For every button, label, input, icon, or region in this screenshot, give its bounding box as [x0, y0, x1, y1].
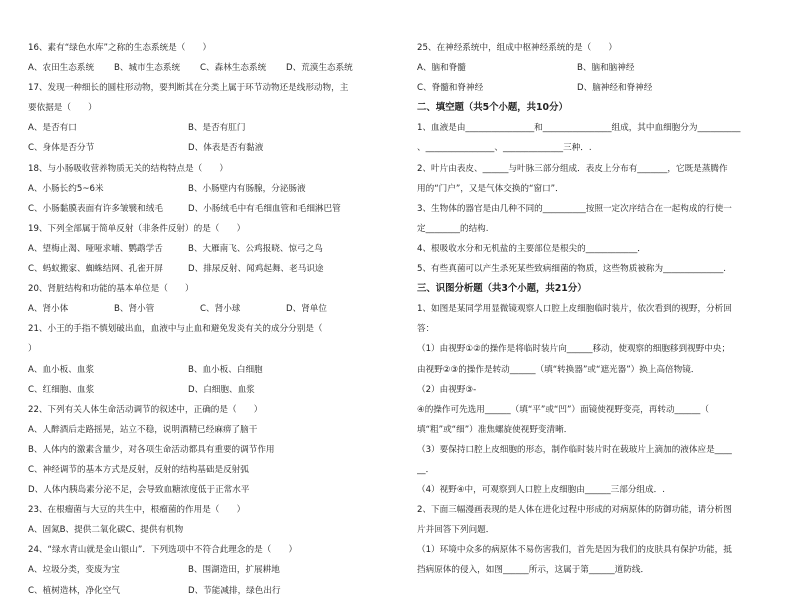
option-item: D、肾单位 [286, 304, 327, 315]
question-line: A、人醉酒后走路摇晃，站立不稳，说明酒精已经麻痹了脑干 [28, 424, 258, 435]
question-line: 3、生物体的器官是由几种不同的__________按照一定次序结合在一起构成的行使一 [417, 203, 732, 214]
question-line: （1）环境中众多的病原体不易伤害我们，首先是因为我们的皮肤具有保护功能，抵 [417, 545, 732, 556]
option-item: D、小肠绒毛中有毛细血管和毛细淋巴管 [188, 203, 341, 214]
question-line: （4）视野④中，可观察到人口腔上皮细胞由______三部分组成．. [417, 485, 665, 496]
question-line: 由视野②③的操作是转动______（填“转换器”或“遮光器”）换上高倍物镜． [417, 364, 700, 375]
question-line: 要依据是（ ） [28, 103, 97, 114]
option-row [28, 58, 396, 78]
left-column [28, 38, 396, 601]
option-item: D、排尿反射、闻鸡起舞、老马识途 [188, 264, 324, 275]
section-heading: 三、识图分析题（共3个小题，共21分） [417, 283, 587, 295]
option-item: A、血小板、血浆 [28, 364, 95, 375]
option-item: A、垃圾分类，变废为宝 [28, 565, 120, 576]
question-line: 1、血液是由________________和________________组成，其中血细胞分为__________ [417, 123, 741, 134]
option-row [417, 58, 777, 78]
question-line: 挡病原体的侵入，如图______所示，这属于第______道防线． [417, 565, 650, 576]
question-line: 16、素有“绿色水库”之称的生态系统是（ ） [28, 43, 212, 53]
option-item: C、脊髓和脊神经 [417, 83, 484, 94]
question-line: 2、叶片由表皮、______与叶脉三部分组成．表皮上分布有_______，它既是蒸腾作 [417, 163, 728, 174]
right-column [417, 38, 777, 581]
question-line: 答： [417, 324, 435, 335]
option-row [28, 560, 396, 580]
question-line: 17、发现一种细长的圆柱形动物，要判断其在分类上属于环节动物还是线形动物，主 [28, 83, 349, 94]
question-line: 5、有些真菌可以产生杀死某些致病细菌的物质，这些物质被称为______________. [417, 264, 726, 275]
question-line: 定________的结构. [417, 223, 489, 234]
option-item: C、森林生态系统 [200, 63, 267, 74]
question-line: （2）由视野③- [417, 384, 477, 395]
option-item: B、血小板、白细胞 [188, 364, 263, 375]
option-row [28, 380, 396, 400]
question-line: 24、“绿水青山就是金山银山”．下列选项中不符合此理念的是（ ） [28, 545, 298, 556]
option-item: B、脑和脑神经 [577, 63, 635, 74]
question-line: 用的“门户”，又是气体交换的“窗口”． [417, 183, 564, 194]
option-item: B、小肠壁内有肠腺，分泌肠液 [188, 183, 306, 194]
question-line: 25、在神经系统中，组成中枢神经系统的是（ ） [417, 43, 617, 53]
question-line: （3）要保持口腔上皮细胞的形态，制作临时装片时在载玻片上滴加的液体应是____ [417, 444, 732, 455]
question-line: 2、下面三幅漫画表现的是人体在进化过程中形成的对病原体的防御功能，请分析图 [417, 505, 732, 516]
option-row [28, 360, 396, 380]
question-line: 23、在根瘤菌与大豆的共生中，根瘤菌的作用是（ ） [28, 505, 246, 516]
question-line: 片并回答下列问题． [417, 525, 495, 536]
option-row [28, 239, 396, 259]
question-line: （1）由视野①②的操作是将临时装片向______移动，使观察的细胞移到视野中央； [417, 344, 731, 355]
option-row [28, 581, 396, 601]
question-line: __． [417, 464, 435, 475]
option-row [417, 78, 777, 98]
question-line: D、人体内胰岛素分泌不足，会导致血糖浓度低于正常水平 [28, 485, 250, 496]
option-item: D、荒漠生态系统 [286, 63, 353, 74]
question-line: C、神经调节的基本方式是反射，反射的结构基础是反射弧 [28, 464, 249, 475]
question-line: 19、下列全部属于简单反射（非条件反射）的是（ ） [28, 223, 246, 234]
question-line: ④的操作可先选用______（填“平”或“凹”）面镜使视野变亮，再转动______（ [417, 404, 709, 415]
question-line: B、人体内的激素含量少，对各项生命活动都具有重要的调节作用 [28, 444, 275, 455]
option-item: A、固氮B、提供二氧化碳C、提供有机物 [28, 525, 184, 536]
option-item: D、白细胞、血浆 [188, 384, 255, 395]
option-row [28, 299, 396, 319]
option-item: D、节能减排，绿色出行 [188, 585, 281, 596]
option-item: B、大雁南飞、公鸡报晓、惊弓之鸟 [188, 243, 323, 254]
question-line: 21、小王的手指不慎划破出血，血液中与止血和避免发炎有关的成分分别是（ [28, 324, 323, 335]
option-row [28, 520, 396, 540]
option-row [28, 138, 396, 158]
option-item: C、红细胞、血浆 [28, 384, 95, 395]
option-item: C、肾小球 [200, 304, 241, 315]
option-item: D、脑神经和脊神经 [577, 83, 653, 94]
option-row [28, 199, 396, 219]
question-line: 22、下列有关人体生命活动调节的叙述中，正确的是（ ） [28, 404, 263, 415]
option-item: B、围湖造田，扩展耕地 [188, 565, 280, 576]
option-item: C、身体是否分节 [28, 143, 95, 154]
option-item: C、蚂蚁搬家、蜘蛛结网、孔雀开屏 [28, 264, 163, 275]
option-item: B、肾小管 [114, 304, 155, 315]
question-line: ） [28, 344, 37, 355]
option-row [28, 118, 396, 138]
option-row [28, 259, 396, 279]
question-line: 、________________、______________三种．. [417, 143, 592, 154]
option-item: A、肾小体 [28, 304, 69, 315]
option-item: B、是否有肛门 [188, 123, 246, 134]
option-item: A、小肠长约5~6米 [28, 183, 104, 194]
option-item: D、体表是否有黏液 [188, 143, 264, 154]
question-line: 填“粗”或“细”）准焦螺旋使视野变清晰． [417, 424, 573, 435]
question-line: 4、根吸收水分和无机盐的主要部位是根尖的____________． [417, 243, 646, 254]
option-item: C、小肠黏膜表面有许多皱襞和绒毛 [28, 203, 163, 214]
option-item: A、望梅止渴、哑哑求哺、鹦鹉学舌 [28, 243, 163, 254]
question-line: 1、如图是某同学用显微镜观察人口腔上皮细胞临时装片，依次看到的视野，分析回 [417, 304, 732, 315]
option-row [28, 179, 396, 199]
section-heading: 二、填空题（共5个小题，共10分） [417, 102, 568, 114]
option-item: C、植树造林，净化空气 [28, 585, 120, 596]
option-item: A、是否有口 [28, 123, 77, 134]
question-line: 20、肾脏结构和功能的基本单位是（ ） [28, 284, 194, 295]
option-item: A、农田生态系统 [28, 63, 95, 74]
option-item: A、脑和脊髓 [417, 63, 466, 74]
option-item: B、城市生态系统 [114, 63, 181, 74]
question-line: 18、与小肠吸收营养物质无关的结构特点是（ ） [28, 163, 228, 174]
